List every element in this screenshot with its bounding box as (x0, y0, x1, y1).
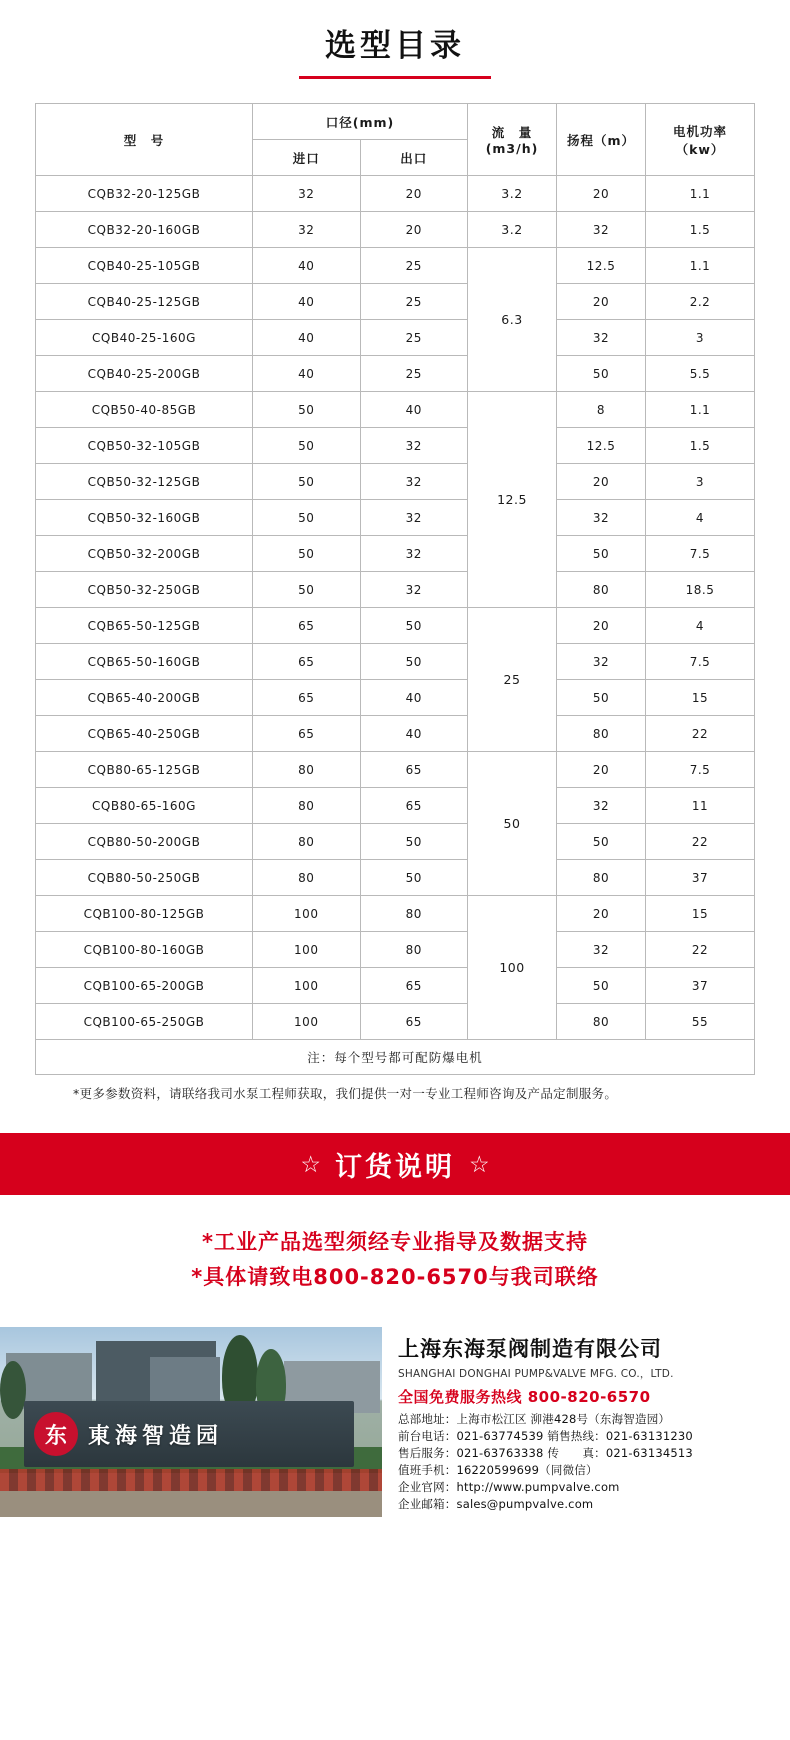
cell-head: 20 (557, 608, 646, 644)
cell-flow: 6.3 (468, 248, 557, 392)
cell-power: 3 (646, 464, 755, 500)
star-icon-left: ☆ (300, 1150, 321, 1177)
header-flow-line2: (m3/h) (485, 141, 539, 156)
cell-power: 22 (646, 716, 755, 752)
cell-head: 20 (557, 752, 646, 788)
table-row (36, 176, 755, 212)
header-flow-line1: 流 量 (491, 125, 533, 140)
cell-model: CQB32-20-125GB (36, 176, 253, 212)
cell-head: 32 (557, 212, 646, 248)
header-head: 扬程（m） (557, 104, 646, 176)
table-row (36, 788, 755, 824)
spec-table-foot (36, 1040, 755, 1075)
cell-inlet: 50 (253, 572, 361, 608)
cell-inlet: 80 (253, 788, 361, 824)
cell-power: 55 (646, 1004, 755, 1040)
photo-caption: 東海智造园 (88, 1423, 224, 1449)
header-outlet: 出口 (360, 140, 468, 176)
cell-outlet: 25 (360, 284, 468, 320)
photo-entrance-wall (24, 1401, 354, 1467)
cell-inlet: 100 (253, 968, 361, 1004)
cell-model: CQB50-32-105GB (36, 428, 253, 464)
cell-model: CQB40-25-105GB (36, 248, 253, 284)
cell-head: 20 (557, 176, 646, 212)
page-title-block (0, 0, 790, 79)
cell-model: CQB80-50-250GB (36, 860, 253, 896)
contact-line: 总部地址：上海市松江区 泖港428号（东海智造园） (398, 1412, 671, 1426)
cell-head: 20 (557, 896, 646, 932)
header-power (646, 104, 755, 176)
cell-power: 7.5 (646, 644, 755, 680)
cell-outlet: 25 (360, 356, 468, 392)
table-row (36, 932, 755, 968)
cell-power: 1.5 (646, 212, 755, 248)
table-row (36, 644, 755, 680)
cell-head: 50 (557, 536, 646, 572)
table-row (36, 752, 755, 788)
cell-model: CQB32-20-160GB (36, 212, 253, 248)
cell-model: CQB40-25-125GB (36, 284, 253, 320)
cell-head: 80 (557, 1004, 646, 1040)
cell-outlet: 65 (360, 1004, 468, 1040)
cell-inlet: 80 (253, 824, 361, 860)
service-hotline: 全国免费服务热线 800-820-6570 (398, 1388, 651, 1406)
cell-power: 1.5 (646, 428, 755, 464)
table-row (36, 824, 755, 860)
cell-model: CQB40-25-160G (36, 320, 253, 356)
page-title: 选型目录 (325, 28, 465, 64)
table-row (36, 860, 755, 896)
table-row (36, 248, 755, 284)
cell-outlet: 25 (360, 320, 468, 356)
cell-outlet: 80 (360, 932, 468, 968)
cell-model: CQB50-32-125GB (36, 464, 253, 500)
factory-photo (0, 1327, 382, 1517)
footer (0, 1327, 790, 1517)
cell-flow: 3.2 (468, 212, 557, 248)
cell-inlet: 65 (253, 608, 361, 644)
cell-power: 2.2 (646, 284, 755, 320)
spec-table (35, 103, 755, 1075)
cell-inlet: 50 (253, 392, 361, 428)
cell-outlet: 32 (360, 464, 468, 500)
cell-inlet: 65 (253, 644, 361, 680)
cell-head: 20 (557, 464, 646, 500)
cell-model: CQB40-25-200GB (36, 356, 253, 392)
cell-inlet: 40 (253, 284, 361, 320)
cell-outlet: 32 (360, 536, 468, 572)
table-row (36, 536, 755, 572)
table-row (36, 1004, 755, 1040)
table-row (36, 500, 755, 536)
contact-line: 值班手机：16220599699（同微信） (398, 1463, 598, 1477)
company-name-en: SHANGHAI DONGHAI PUMP&VALVE MFG. CO.，LTD. (398, 1368, 674, 1380)
cell-outlet: 32 (360, 428, 468, 464)
cell-head: 32 (557, 500, 646, 536)
cell-outlet: 50 (360, 608, 468, 644)
star-icon-right: ☆ (469, 1150, 490, 1177)
cell-head: 32 (557, 644, 646, 680)
cell-power: 7.5 (646, 536, 755, 572)
cell-outlet: 20 (360, 212, 468, 248)
cell-head: 8 (557, 392, 646, 428)
cell-model: CQB100-65-250GB (36, 1004, 253, 1040)
cell-head: 50 (557, 356, 646, 392)
cell-inlet: 50 (253, 428, 361, 464)
table-row (36, 896, 755, 932)
cell-outlet: 40 (360, 392, 468, 428)
spec-table-body (36, 176, 755, 1040)
photo-tree-3 (0, 1361, 26, 1419)
cell-model: CQB50-32-200GB (36, 536, 253, 572)
cell-head: 50 (557, 968, 646, 1004)
cell-model: CQB50-32-160GB (36, 500, 253, 536)
table-row (36, 356, 755, 392)
header-flow (468, 104, 557, 176)
cell-outlet: 25 (360, 248, 468, 284)
table-row (36, 464, 755, 500)
cell-inlet: 80 (253, 752, 361, 788)
table-row (36, 968, 755, 1004)
cell-model: CQB65-40-200GB (36, 680, 253, 716)
contact-line: 企业邮箱：sales@pumpvalve.com (398, 1497, 594, 1511)
cell-outlet: 65 (360, 752, 468, 788)
cell-power: 15 (646, 896, 755, 932)
cell-model: CQB80-65-160G (36, 788, 253, 824)
cell-flow: 3.2 (468, 176, 557, 212)
table-row (36, 680, 755, 716)
cell-head: 20 (557, 284, 646, 320)
header-inlet: 进口 (253, 140, 361, 176)
table-row (36, 428, 755, 464)
cell-inlet: 32 (253, 176, 361, 212)
cell-model: CQB100-80-125GB (36, 896, 253, 932)
cell-power: 11 (646, 788, 755, 824)
cell-outlet: 50 (360, 860, 468, 896)
cell-inlet: 65 (253, 716, 361, 752)
cell-head: 12.5 (557, 428, 646, 464)
notice-line-1: *工业产品选型须经专业指导及数据支持 (202, 1230, 588, 1254)
cell-model: CQB50-32-250GB (36, 572, 253, 608)
cell-head: 50 (557, 680, 646, 716)
contact-line: 售后服务：021-63763338 传 真：021-63134513 (398, 1446, 693, 1460)
table-row (36, 608, 755, 644)
cell-head: 32 (557, 788, 646, 824)
cell-outlet: 80 (360, 896, 468, 932)
cell-flow: 100 (468, 896, 557, 1040)
cell-power: 22 (646, 824, 755, 860)
cell-inlet: 40 (253, 356, 361, 392)
table-row (36, 284, 755, 320)
cell-power: 37 (646, 860, 755, 896)
table-row (36, 212, 755, 248)
cell-outlet: 20 (360, 176, 468, 212)
cell-model: CQB65-40-250GB (36, 716, 253, 752)
cell-outlet: 65 (360, 968, 468, 1004)
table-row (36, 392, 755, 428)
cell-inlet: 50 (253, 464, 361, 500)
cell-power: 37 (646, 968, 755, 1004)
table-note: 注：每个型号都可配防爆电机 (36, 1040, 755, 1075)
cell-power: 4 (646, 608, 755, 644)
cell-outlet: 40 (360, 680, 468, 716)
cell-inlet: 100 (253, 1004, 361, 1040)
cell-model: CQB80-50-200GB (36, 824, 253, 860)
cell-inlet: 40 (253, 320, 361, 356)
header-power-line2: （kw） (675, 141, 725, 157)
header-row-1 (36, 104, 755, 140)
cell-power: 3 (646, 320, 755, 356)
cell-head: 50 (557, 824, 646, 860)
cell-model: CQB65-50-160GB (36, 644, 253, 680)
cell-outlet: 65 (360, 788, 468, 824)
cell-head: 32 (557, 932, 646, 968)
contact-line: 前台电话：021-63774539 销售热线：021-63131230 (398, 1429, 693, 1443)
spec-table-head (36, 104, 755, 176)
cell-power: 1.1 (646, 248, 755, 284)
cell-inlet: 100 (253, 932, 361, 968)
cell-power: 7.5 (646, 752, 755, 788)
header-model: 型 号 (36, 104, 253, 176)
cell-power: 15 (646, 680, 755, 716)
cell-inlet: 50 (253, 536, 361, 572)
banner-title: 订货说明 (335, 1151, 455, 1183)
cell-model: CQB65-50-125GB (36, 608, 253, 644)
cell-head: 32 (557, 320, 646, 356)
cell-outlet: 32 (360, 572, 468, 608)
cell-power: 4 (646, 500, 755, 536)
cell-inlet: 100 (253, 896, 361, 932)
cell-power: 1.1 (646, 392, 755, 428)
table-row (36, 320, 755, 356)
cell-power: 5.5 (646, 356, 755, 392)
photo-flowerbed (0, 1469, 382, 1491)
cell-head: 80 (557, 860, 646, 896)
contact-list (398, 1411, 790, 1513)
cell-flow: 25 (468, 608, 557, 752)
cell-model: CQB50-40-85GB (36, 392, 253, 428)
cell-head: 80 (557, 572, 646, 608)
cell-outlet: 50 (360, 644, 468, 680)
notice-block (0, 1195, 790, 1303)
order-instructions-banner (0, 1133, 790, 1195)
cell-flow: 50 (468, 752, 557, 896)
cell-flow: 12.5 (468, 392, 557, 608)
header-power-line1: 电机功率 (672, 123, 727, 139)
spec-table-area (0, 79, 790, 1102)
cell-outlet: 32 (360, 500, 468, 536)
cell-outlet: 40 (360, 716, 468, 752)
table-row (36, 716, 755, 752)
cell-inlet: 65 (253, 680, 361, 716)
cell-outlet: 50 (360, 824, 468, 860)
cell-model: CQB80-65-125GB (36, 752, 253, 788)
cell-power: 18.5 (646, 572, 755, 608)
cell-model: CQB100-65-200GB (36, 968, 253, 1004)
company-logo-icon: 东 (34, 1412, 78, 1456)
cell-inlet: 32 (253, 212, 361, 248)
company-info (382, 1327, 790, 1517)
table-footnote: *更多参数资料，请联络我司水泵工程师获取，我们提供一对一专业工程师咨询及产品定制服务。 (73, 1086, 618, 1101)
cell-power: 22 (646, 932, 755, 968)
cell-inlet: 50 (253, 500, 361, 536)
contact-line: 企业官网：http://www.pumpvalve.com (398, 1480, 620, 1494)
cell-head: 12.5 (557, 248, 646, 284)
company-name-cn: 上海东海泵阀制造有限公司 (398, 1337, 662, 1361)
notice-line-2: *具体请致电800-820-6570与我司联络 (191, 1265, 599, 1289)
table-row (36, 572, 755, 608)
cell-head: 80 (557, 716, 646, 752)
cell-model: CQB100-80-160GB (36, 932, 253, 968)
cell-power: 1.1 (646, 176, 755, 212)
cell-inlet: 40 (253, 248, 361, 284)
header-bore-group: 口径(mm) (253, 104, 468, 140)
cell-inlet: 80 (253, 860, 361, 896)
table-note-row (36, 1040, 755, 1075)
